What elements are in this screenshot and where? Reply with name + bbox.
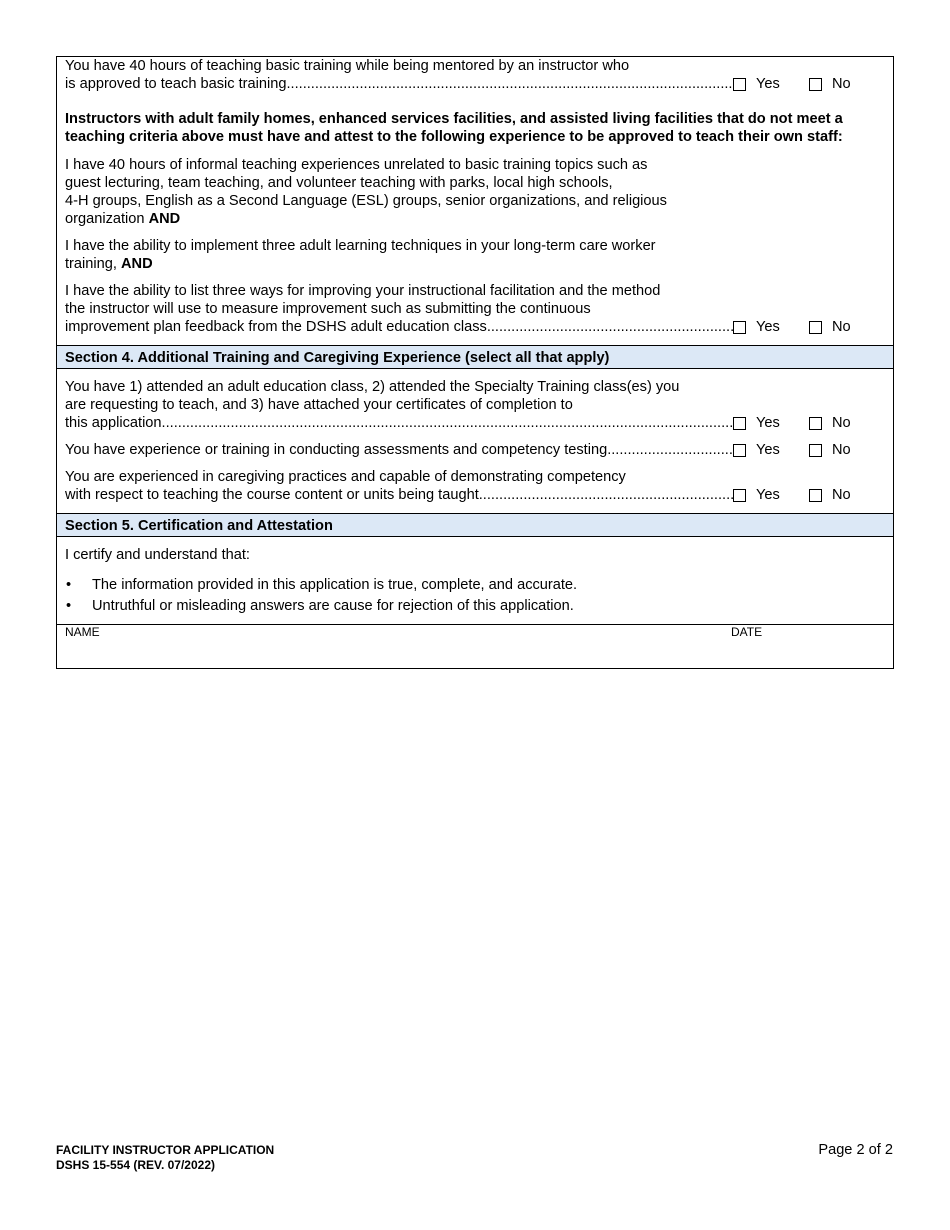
question-text: is approved to teach basic training. bbox=[65, 76, 291, 92]
dot-leader bbox=[291, 75, 733, 93]
question-text: You have 40 hours of teaching basic training while being mentored by an instructor who bbox=[65, 58, 630, 74]
no-checkbox[interactable] bbox=[809, 78, 822, 91]
application-form bbox=[56, 56, 894, 669]
question-s4-q2 bbox=[57, 441, 893, 459]
statement-text: I have the ability to implement three adult learning techniques in your long-term care worker bbox=[65, 238, 656, 254]
no-checkbox[interactable] bbox=[809, 489, 822, 502]
yes-label: Yes bbox=[756, 442, 780, 458]
dot-leader bbox=[479, 486, 733, 504]
statement-text: training, bbox=[65, 256, 121, 272]
question-facilitation bbox=[57, 282, 893, 345]
section-5-header: Section 5. Certification and Attestation bbox=[57, 513, 893, 537]
no-label: No bbox=[832, 487, 851, 503]
name-label: NAME bbox=[65, 625, 100, 639]
bullet-text: Untruthful or misleading answers are cause for rejection of this application. bbox=[92, 598, 574, 614]
question-text: You have 1) attended an adult education class, 2) attended the Specialty Training class(es) you bbox=[65, 379, 680, 395]
question-text: with respect to teaching the course content or units being taught bbox=[65, 487, 479, 503]
yes-label: Yes bbox=[756, 487, 780, 503]
question-mentored bbox=[57, 57, 893, 93]
no-label: No bbox=[832, 319, 851, 335]
page-number: Page 2 of 2 bbox=[818, 1142, 893, 1158]
no-label: No bbox=[832, 415, 851, 431]
question-text: are requesting to teach, and 3) have attached your certificates of completion to bbox=[65, 397, 573, 413]
yes-checkbox[interactable] bbox=[733, 489, 746, 502]
bullet-item bbox=[65, 576, 885, 594]
yes-label: Yes bbox=[756, 76, 780, 92]
no-checkbox[interactable] bbox=[809, 444, 822, 457]
question-text: You have experience or training in conducting assessments and competency testing. bbox=[65, 442, 612, 458]
yes-checkbox[interactable] bbox=[733, 321, 746, 334]
footer-form-info bbox=[56, 1143, 274, 1173]
date-label: DATE bbox=[731, 625, 763, 639]
question-text: I have the ability to list three ways for improving your instructional facilitation and the method bbox=[65, 283, 661, 299]
no-checkbox[interactable] bbox=[809, 417, 822, 430]
question-text: You are experienced in caregiving practices and capable of demonstrating competency bbox=[65, 469, 626, 485]
yes-checkbox[interactable] bbox=[733, 444, 746, 457]
and-keyword: AND bbox=[120, 256, 153, 272]
instructors-heading: Instructors with adult family homes, enhanced services facilities, and assisted living facilities that do not meet a teaching criteria above must have and attest to the following experience to be approved to teach their own staff: bbox=[65, 111, 843, 145]
yes-checkbox[interactable] bbox=[733, 78, 746, 91]
and-keyword: AND bbox=[148, 211, 181, 227]
yes-label: Yes bbox=[756, 415, 780, 431]
signature-row bbox=[57, 624, 893, 668]
statement-informal bbox=[57, 156, 893, 228]
bullet-item bbox=[65, 597, 885, 615]
name-field[interactable] bbox=[65, 639, 715, 665]
bullet-text: The information provided in this application is true, complete, and accurate. bbox=[92, 577, 578, 593]
dot-leader bbox=[611, 441, 733, 459]
statement-text: organization bbox=[65, 211, 149, 227]
bullet-symbol: • bbox=[66, 577, 72, 593]
dot-leader bbox=[166, 414, 733, 432]
statement-text: 4-H groups, English as a Second Language (ESL) groups, senior organizations, and religious bbox=[65, 193, 667, 209]
yes-label: Yes bbox=[756, 319, 780, 335]
no-label: No bbox=[832, 442, 851, 458]
section-4-header: Section 4. Additional Training and Caregiving Experience (select all that apply) bbox=[57, 345, 893, 369]
question-text: the instructor will use to measure improvement such as submitting the continuous bbox=[65, 301, 591, 317]
certify-intro: I certify and understand that: bbox=[65, 547, 250, 563]
yes-checkbox[interactable] bbox=[733, 417, 746, 430]
date-field[interactable] bbox=[731, 639, 881, 665]
form-number: DSHS 15-554 (REV. 07/2022) bbox=[56, 1158, 215, 1172]
question-s4-q3 bbox=[57, 468, 893, 513]
no-label: No bbox=[832, 76, 851, 92]
question-s4-q1 bbox=[57, 378, 893, 432]
statement-text: guest lecturing, team teaching, and volunteer teaching with parks, local high schools, bbox=[65, 175, 613, 191]
question-text: this application. bbox=[65, 415, 166, 431]
bullet-symbol: • bbox=[66, 598, 72, 614]
no-checkbox[interactable] bbox=[809, 321, 822, 334]
statement-text: I have 40 hours of informal teaching experiences unrelated to basic training topics such as bbox=[65, 157, 648, 173]
form-title: FACILITY INSTRUCTOR APPLICATION bbox=[56, 1143, 275, 1157]
dot-leader bbox=[491, 318, 733, 336]
question-text: improvement plan feedback from the DSHS adult education class. bbox=[65, 319, 491, 335]
statement-techniques bbox=[57, 237, 893, 273]
